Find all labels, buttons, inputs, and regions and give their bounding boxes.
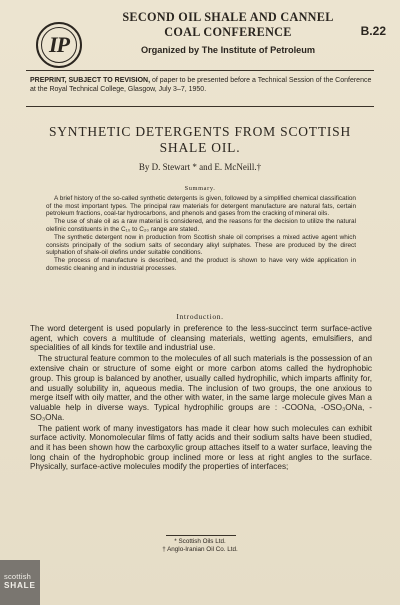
footnote-anglo-iranian: † Anglo-Iranian Oil Co. Ltd. (162, 546, 238, 553)
header-rule (26, 70, 374, 71)
footnote-rule (166, 535, 236, 536)
watermark-line1: scottish (4, 572, 32, 581)
preprint-rest: of paper to be presented before a Technical Session of the Conference at the Royal Technical College, Glasgow, July 3–7, 1950. (30, 77, 372, 93)
summary-paragraph: The process of manufacture is described, and the product is shown to have very wide application in domestic cleaning and in industrial processes. (46, 257, 356, 272)
summary-paragraph: The use of shale oil as a raw material is considered, and the reasons for the decision to utilize the natural olefinic constituents in the C₁₀ to C₂₀ range are stated. (46, 218, 356, 233)
article-authors: By D. Stewart * and E. McNeill.† (138, 162, 262, 172)
summary-heading: Summary. (184, 185, 216, 192)
watermark-line2: SHALE (4, 581, 36, 590)
document-code: B.22 (360, 24, 386, 38)
body-paragraph: The patient work of many investigators has made it clear how such molecules can exhibit surface activity. Monomolecular films of fatty acids and their sodium salts have been studied, and it has been shown how the carboxylic group attaches itself to a water surface, leaving the long chain of the hydrophobic group inclined more or less at right angles to the surface. Physically, surface-active molecules modify the properties of interfaces; (30, 423, 372, 472)
introduction-section (30, 324, 372, 473)
conference-title (98, 10, 358, 40)
article-title-line1: SYNTHETIC DETERGENTS FROM SCOTTISH (48, 124, 352, 139)
logo-text: IP (49, 32, 69, 57)
summary-paragraph: A brief history of the so-called synthetic detergents is given, followed by a simplified chemical classification of the most important types. The principal raw materials for detergent manufacture are natural fats, certain petroleum fractions, coal-tar hydrocarbons, and phenols and gases from the cracking of mineral oils. (46, 195, 356, 218)
footnotes (30, 538, 370, 554)
preprint-lead: PREPRINT, SUBJECT TO REVISION, (30, 77, 151, 84)
scottish-shale-watermark (0, 560, 40, 605)
summary-section (46, 195, 356, 273)
organizer-line: Organized by The Institute of Petroleum (140, 45, 316, 55)
introduction-heading: Introduction. (176, 312, 224, 321)
article-title-line2: SHALE OIL. (159, 140, 241, 155)
conference-title-line2: COAL CONFERENCE (164, 25, 292, 39)
preprint-rule (26, 106, 374, 107)
conference-header (0, 0, 400, 68)
body-paragraph: The structural feature common to the molecules of all such materials is the possession of an extensive chain or structure of some eight or more carbon atoms called the hydrophobic group. This group is balanced by another, usually called hydrophilic, which imparts affinity for, and usually solubility in, aqueous media. The inclusion of two groups, the one anxious to merge itself with oily matter, and the other with water, in the same large molecule gives Man a valuable help in diverse ways. Typical hydrophilic groups are : -COONa, -OSO₃ONa, -SO₃ONa. (30, 354, 372, 422)
institute-of-petroleum-logo (36, 22, 82, 68)
article-title (30, 124, 370, 156)
summary-paragraph: The synthetic detergent now in production from Scottish shale oil comprises a mixed active agent which consists principally of the sodium salts of secondary alkyl sulphates. These are produced by the direct sulphation of shale-oil olefins under suitable conditions. (46, 233, 356, 257)
body-paragraph: The word detergent is used popularly in preference to the less-succinct term surface-active agent, which covers a multitude of cleansing materials, wetting agents, emulsifiers, and specialities of all kinds for textile and industrial use. (30, 324, 372, 353)
conference-title-line1: SECOND OIL SHALE AND CANNEL (122, 10, 334, 24)
footnote-scottish-oils: * Scottish Oils Ltd. (174, 538, 226, 545)
preprint-notice (30, 76, 374, 94)
